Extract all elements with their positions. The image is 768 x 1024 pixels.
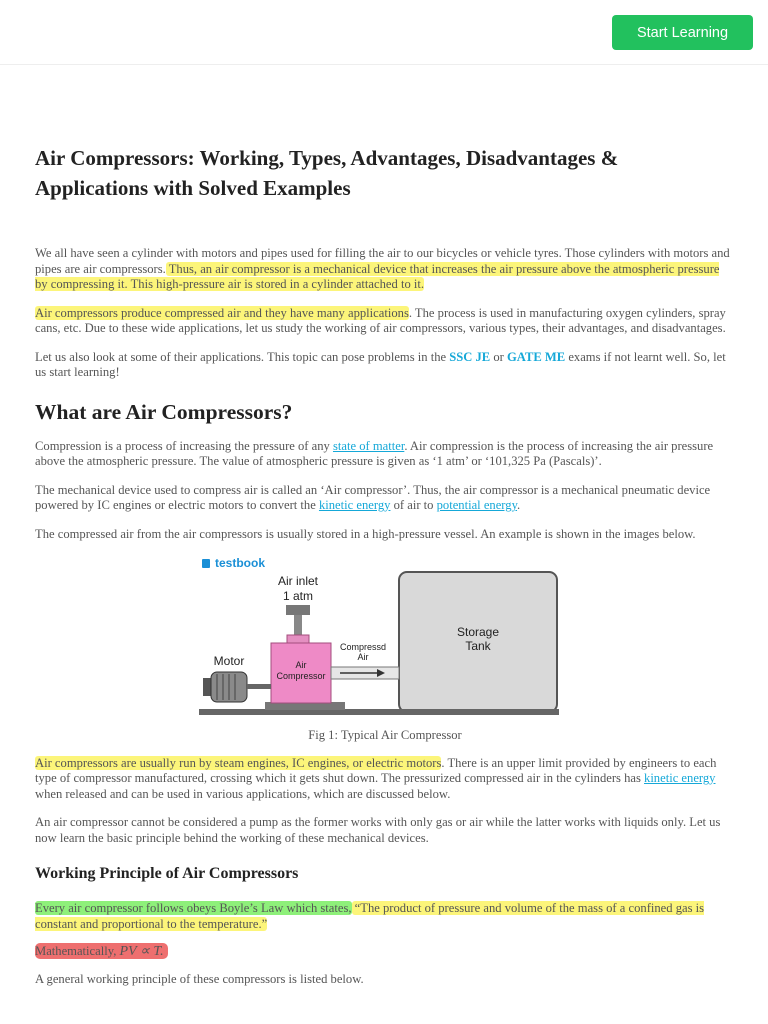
highlight: Air compressors produce compressed air and they have many applications bbox=[35, 305, 409, 320]
motor-icon bbox=[203, 672, 271, 702]
math-expression: PV ∝ T. bbox=[119, 944, 164, 959]
svg-text:Air inlet: Air inlet bbox=[277, 574, 319, 588]
figure-air-compressor bbox=[195, 554, 575, 724]
highlight: “The product of pressure and volume of the mass of a confined gas is constant and proportional to the temperature.” bbox=[35, 901, 705, 931]
highlight-red: Mathematically, PV ∝ T. bbox=[35, 943, 168, 959]
air-compressor-diagram bbox=[195, 554, 575, 724]
kinetic-energy-link[interactable]: kinetic energy bbox=[318, 498, 391, 512]
section2-paragraph-3: A general working principle of these compressors is listed below. bbox=[35, 971, 364, 986]
svg-text:Air: Air bbox=[295, 660, 307, 670]
state-of-matter-link[interactable]: state of matter bbox=[332, 438, 405, 453]
svg-text:Motor: Motor bbox=[213, 654, 245, 668]
section1-paragraph-3: The compressed air from the air compressors is usually stored in a high-pressure vessel. An example is shown in the images below. bbox=[35, 526, 696, 541]
highlight-green: Every air compressor follows obeys Boyle’s Law which states, bbox=[35, 901, 352, 915]
kinetic-energy-link-2[interactable]: kinetic energy bbox=[644, 771, 716, 785]
air-inlet-filter bbox=[286, 605, 310, 615]
svg-text:Compressor: Compressor bbox=[276, 671, 326, 681]
figure-caption: Fig 1: Typical Air Compressor bbox=[308, 728, 462, 742]
ssc-je-link[interactable]: SSC JE bbox=[449, 349, 491, 364]
section1-paragraph-2: The mechanical device used to compress air is called an ‘Air compressor’. Thus, the air compressor is a mechanical pneumatic device powered by IC engines or electric motors to convert the kinetic energy of air to potential energy. bbox=[35, 482, 711, 512]
section-heading-working-principle: Working Principle of Air Compressors bbox=[35, 865, 299, 882]
highlight: Thus, an air compressor is a mechanical device that increases the air pressure above the atmospheric pressure by compressing it. This high-pressure air is stored in a cylinder attached to it. bbox=[35, 261, 720, 291]
gate-me-link[interactable]: GATE ME bbox=[506, 349, 566, 364]
section1-paragraph-4: Air compressors are usually run by steam engines, IC engines, or electric motors. There is an upper limit provided by engineers to each type of compressor manufactured, crossing which it gets shut down. The pressurized compressed air in the cylinders has kinetic energy when released and can be used in various applications, which are discussed below. bbox=[35, 755, 717, 801]
section2-math bbox=[35, 944, 735, 960]
svg-text:Tank: Tank bbox=[465, 639, 491, 653]
top-bar bbox=[0, 0, 768, 65]
intro-paragraph-3: Let us also look at some of their applications. This topic can pose problems in the SSC JE or GATE ME exams if not learnt well. So, let us start learning! bbox=[35, 349, 726, 379]
potential-energy-link[interactable]: potential energy bbox=[436, 498, 518, 512]
section-heading-what-are: What are Air Compressors? bbox=[35, 399, 293, 424]
highlight: Air compressors are usually run by steam engines, IC engines, or electric motors bbox=[35, 755, 442, 770]
article bbox=[35, 143, 735, 987]
svg-text:Air: Air bbox=[357, 652, 369, 662]
section2-paragraph-1 bbox=[35, 901, 735, 932]
base-plate bbox=[199, 709, 559, 715]
start-learning-button[interactable]: Start Learning bbox=[612, 15, 753, 50]
testbook-logo bbox=[202, 556, 265, 570]
intro-paragraph-2: Air compressors produce compressed air and they have many applications. The process is used in manufacturing oxygen cylinders, spray cans, etc. Due to these wide applications, let us study the working of air compressors, various types, their advantages, and disadvantages. bbox=[35, 305, 726, 335]
section1-paragraph-1: Compression is a process of increasing the pressure of any state of matter. Air compression is the process of increasing the air pressure above the atmospheric pressure. The value of atmospheric pressure is given as ‘1 atm’ or ‘101,325 Pa (Pascals)’. bbox=[35, 438, 714, 468]
svg-text:testbook: testbook bbox=[215, 556, 266, 570]
intro-paragraph-1: We all have seen a cylinder with motors and pipes used for filling the air to our bicycles or vehicle tyres. Those cylinders with motors and pipes are air compressors. Thus, an air compressor is a mechanical device that increases the air pressure above the atmospheric pressure by compressing it. This high-pressure air is stored in a cylinder attached to it. bbox=[35, 246, 730, 291]
svg-text:Compressd: Compressd bbox=[339, 642, 387, 652]
svg-text:1 atm: 1 atm bbox=[282, 589, 314, 603]
article-title: Air Compressors: Working, Types, Advantages, Disadvantages & Applications with Solved Examples bbox=[35, 146, 619, 200]
section1-paragraph-5: An air compressor cannot be considered a pump as the former works with only gas or air while the latter works with liquids only. Let us now learn the basic principle behind the working of these mechanical devices. bbox=[35, 815, 721, 845]
svg-text:Storage: Storage bbox=[456, 625, 500, 639]
